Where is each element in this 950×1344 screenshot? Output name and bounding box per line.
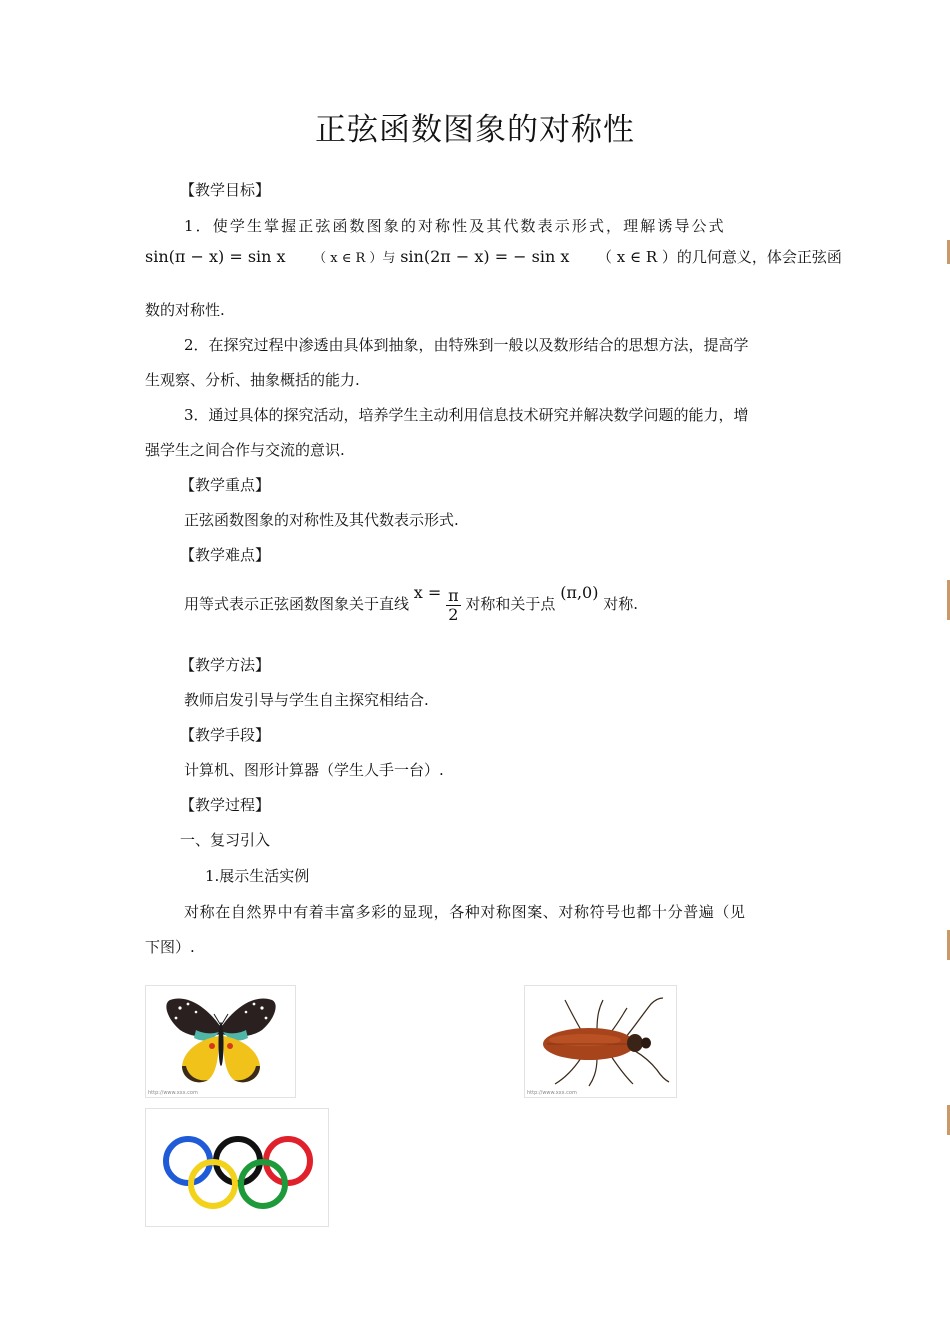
objective-3-line-1: 3．通过具体的探究活动，培养学生主动利用信息技术研究并解决数学问题的能力，增 — [184, 406, 749, 424]
beetle-caption: http://www.xxx.com — [527, 1090, 577, 1096]
point-pi-zero: (π,0) — [560, 583, 599, 602]
tools-text: 计算机、图形计算器（学生人手一台）. — [184, 761, 444, 779]
difficulties-heading: 【教学难点】 — [180, 546, 271, 564]
beetle-illustration — [525, 986, 676, 1097]
difficulties-text-before: 用等式表示正弦函数图象关于直线 — [184, 595, 410, 613]
key-points-heading: 【教学重点】 — [180, 476, 271, 494]
process-section-1: 一、复习引入 — [180, 831, 271, 849]
domain-2: （ x ∈ R ）的几何意义，体会正弦函 — [596, 248, 842, 266]
butterfly-illustration — [146, 986, 295, 1097]
process-heading: 【教学过程】 — [180, 796, 271, 814]
methods-text: 教师启发引导与学生自主探究相结合. — [184, 691, 429, 709]
objective-3-line-2: 强学生之间合作与交流的意识. — [145, 441, 345, 459]
butterfly-image — [145, 985, 296, 1098]
process-paragraph-line-2: 下图）. — [145, 938, 195, 956]
fraction-numerator: π — [448, 585, 459, 605]
line-equation-lhs: x = — [413, 583, 442, 602]
objective-1-line-1: 1．使学生掌握正弦函数图象的对称性及其代数表示形式，理解诱导公式 — [184, 217, 726, 235]
objective-1-line-2 — [145, 247, 842, 269]
formula-sin-pi-minus-x: sin(π − x) = sin x — [145, 247, 286, 266]
fraction-denominator: 2 — [448, 604, 459, 624]
beetle-image — [524, 985, 677, 1098]
domain-1: （ x ∈ R ）与 — [313, 251, 396, 266]
butterfly-caption: http://www.xxx.com — [148, 1090, 198, 1096]
pi-over-2-fraction — [446, 587, 461, 624]
objective-2-line-2: 生观察、分析、抽象概括的能力. — [145, 371, 360, 389]
tools-heading: 【教学手段】 — [180, 726, 271, 744]
objective-2-line-1: 2．在探究过程中渗透由具体到抽象，由特殊到一般以及数形结合的思想方法，提高学 — [184, 336, 749, 354]
olympic-rings-image — [145, 1108, 329, 1227]
formula-sin-2pi-minus-x: sin(2π − x) = − sin x — [400, 247, 570, 266]
process-subsection-1: 1.展示生活实例 — [205, 867, 310, 885]
key-points-text: 正弦函数图象的对称性及其代数表示形式. — [184, 511, 459, 529]
methods-heading: 【教学方法】 — [180, 656, 271, 674]
process-paragraph-line-1: 对称在自然界中有着丰富多彩的显现，各种对称图案、对称符号也都十分普遍（见 — [184, 903, 746, 921]
difficulties-text-middle: 对称和关于点 — [465, 595, 556, 613]
objective-1-line-3: 数的对称性. — [145, 301, 225, 319]
difficulties-text-after: 对称. — [603, 595, 639, 613]
olympic-rings-illustration — [146, 1109, 328, 1226]
difficulties-text — [184, 582, 638, 626]
page-title: 正弦函数图象的对称性 — [315, 112, 635, 148]
objectives-heading: 【教学目标】 — [180, 181, 271, 199]
